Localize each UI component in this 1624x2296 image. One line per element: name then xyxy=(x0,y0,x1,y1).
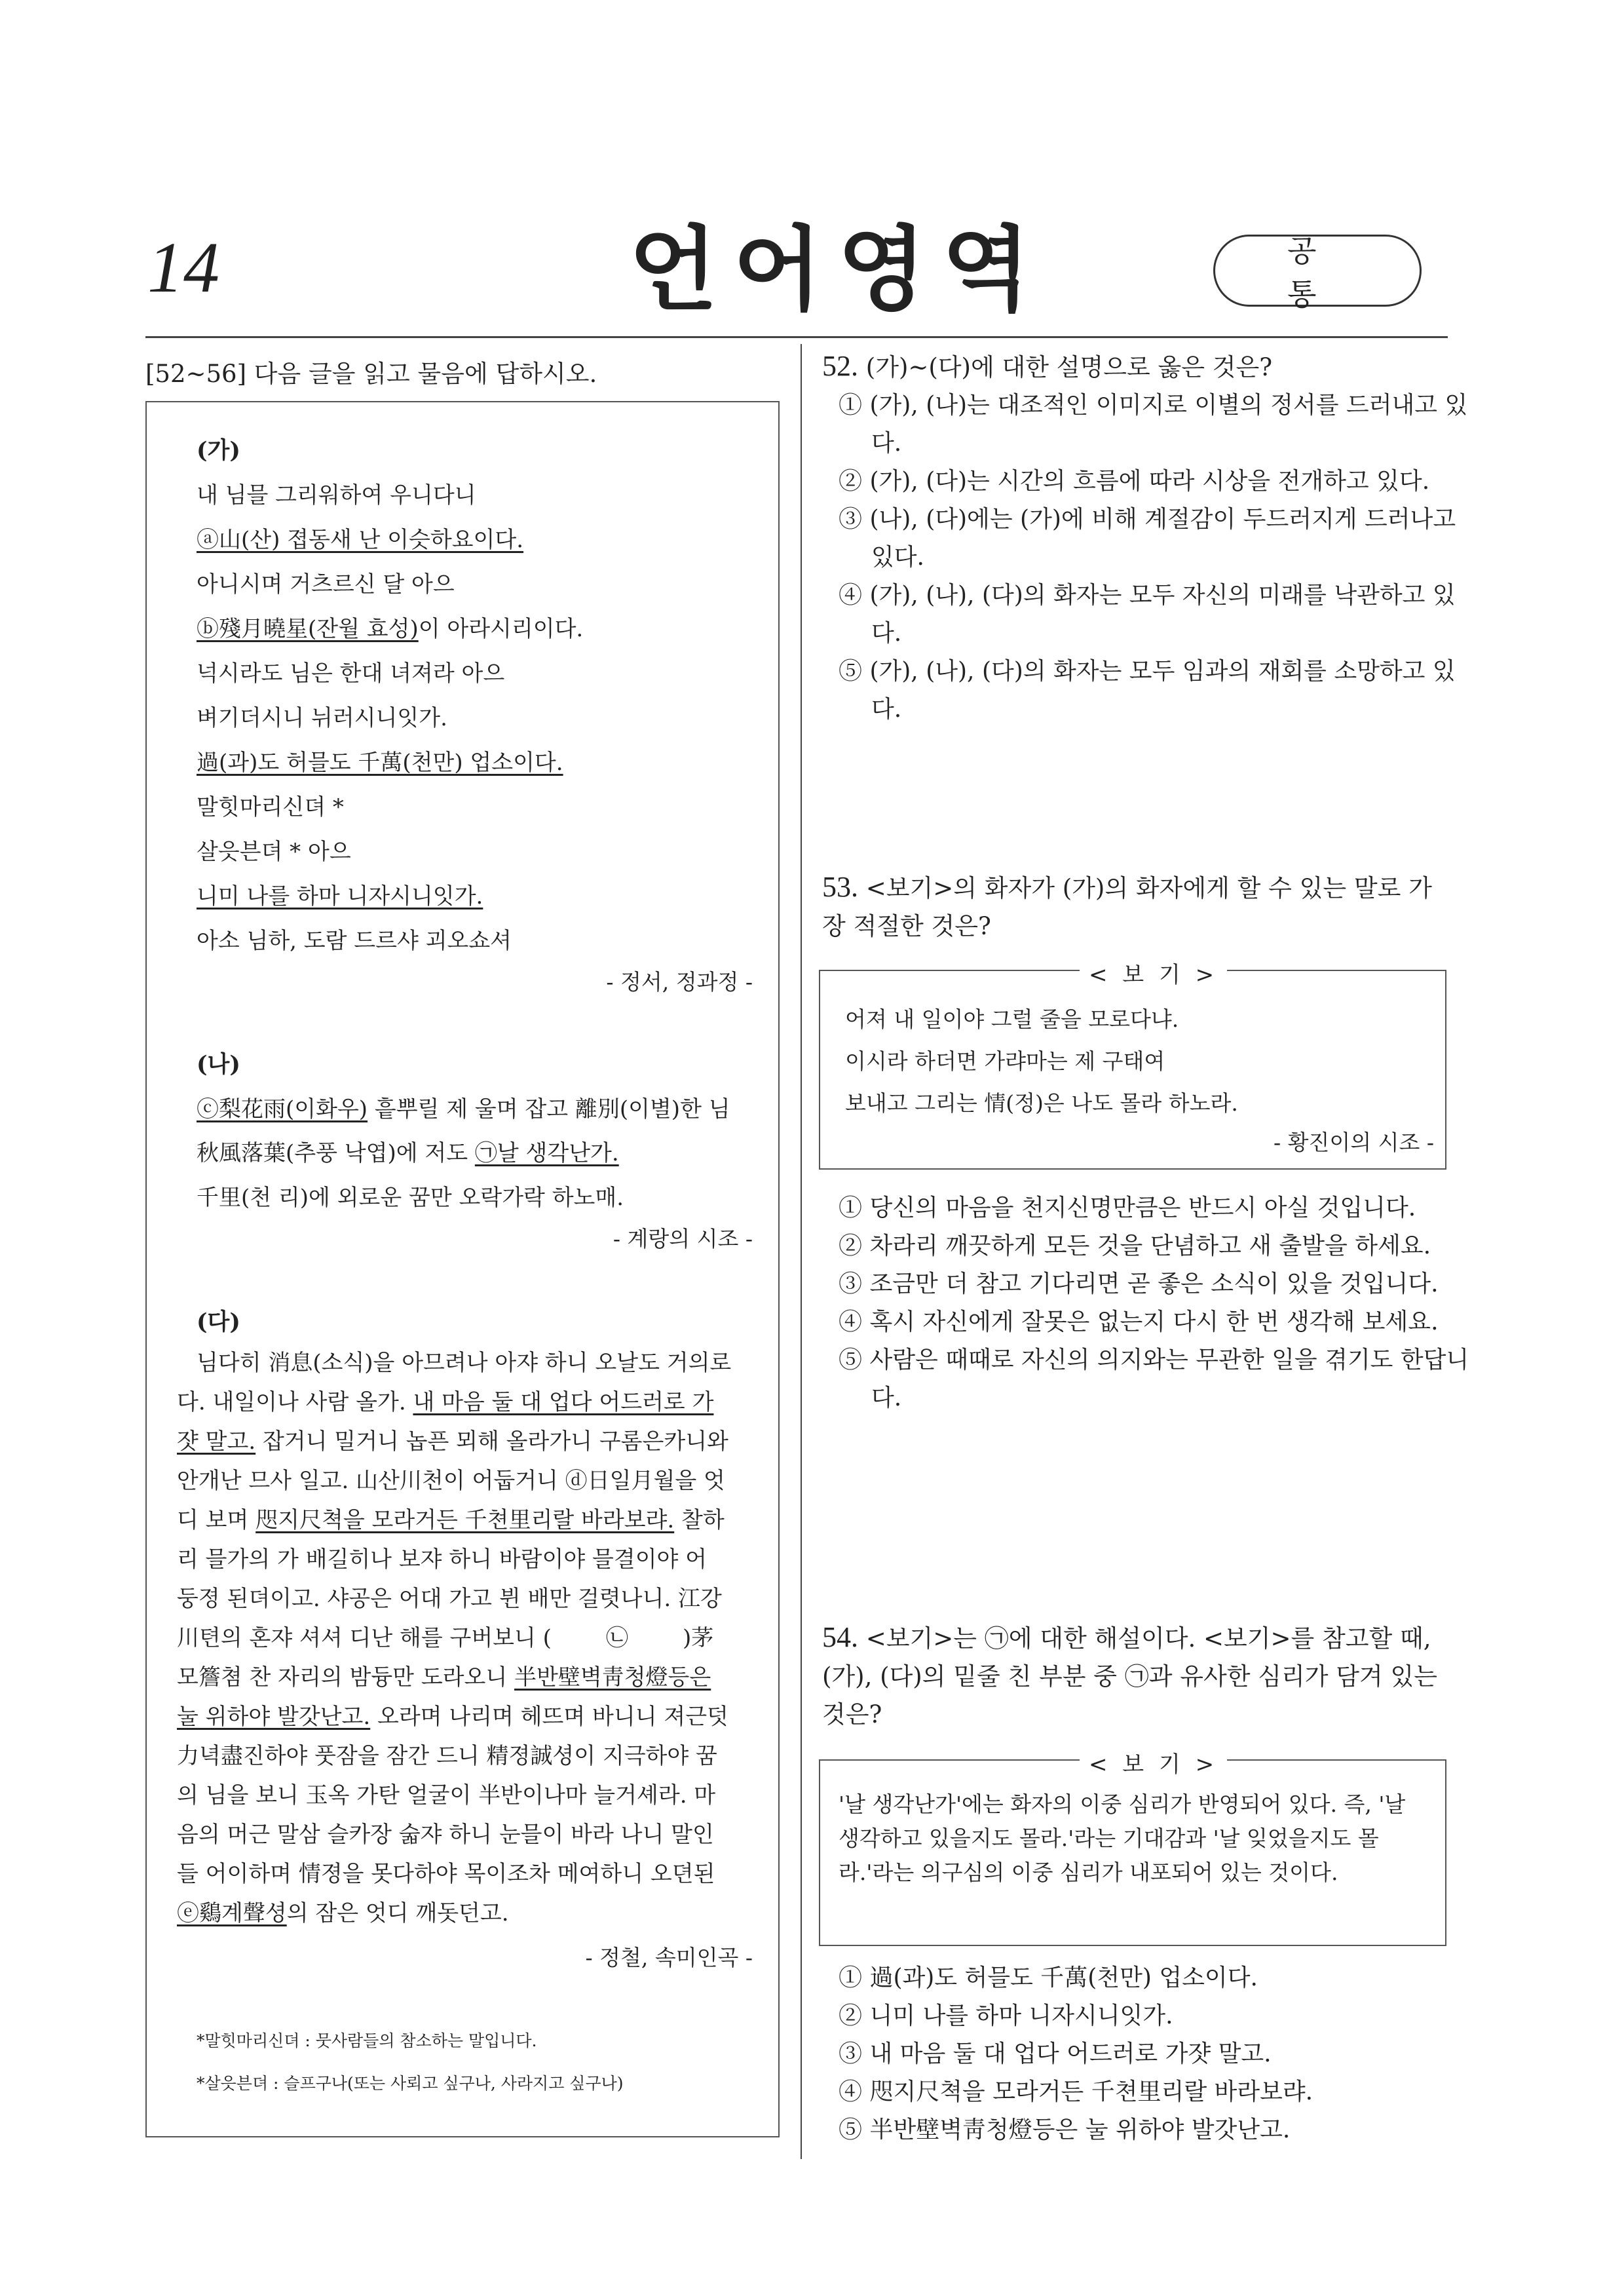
header-divider xyxy=(145,336,1448,338)
section-label-na: (나) xyxy=(197,1051,240,1078)
page-number: 14 xyxy=(147,227,219,307)
da-row-5-underlined: 咫지尺쳑을 모라거든 千쳔里리랄 바라보랴. xyxy=(255,1507,675,1533)
ga-line-10: 니미 나를 하마 니자시니잇가. xyxy=(197,883,483,909)
question-53-options xyxy=(839,1189,1471,1417)
ga-line-4-underlined: ⓑ殘月曉星(잔월 효성) xyxy=(197,616,419,642)
q52-option-4[interactable]: ④ (가), (나), (다)의 화자는 모두 자신의 미래를 낙관하고 있다. xyxy=(839,582,1456,647)
q54-bogi-text: '날 생각난가'에는 화자의 이중 심리가 반영되어 있다. 즉, '날 생각하고 있을지도 몰라.'라는 기대감과 '날 잊었을지도 몰라.'라는 의구심의 이중 심리가 내포되어 있는 것이다. xyxy=(839,1791,1406,1885)
da-row-15-underlined: ⓔ鷄계聲셩 xyxy=(177,1900,287,1926)
q53-bogi-source: - 황진이의 시조 - xyxy=(1273,1130,1434,1155)
ga-line-11: 아소 님하, 도람 드르샤 괴오쇼셔 xyxy=(197,928,512,954)
da-row-9-underlined: 半반壁벽靑청燈등은 xyxy=(514,1664,711,1691)
da-row-5-start: 디 보며 xyxy=(177,1507,256,1533)
q54-option-4[interactable]: ④ 咫지尺쳑을 모라거든 千쳔里리랄 바라보랴. xyxy=(839,2078,1313,2105)
da-row-15 xyxy=(177,1895,509,1927)
da-row-8-end: )茅 xyxy=(682,1625,714,1651)
q54-bogi-title: < 보 기 > xyxy=(1080,1746,1227,1778)
ga-line-2: ⓐ山(산) 졉동새 난 이슷하요이다. xyxy=(197,527,524,553)
da-row-14: 들 어이하며 情졍을 못다하야 목이조차 메여하니 오뎐된 xyxy=(177,1861,715,1887)
question-53-stem: <보기>의 화자가 (가)의 화자에게 할 수 있는 말로 가장 적절한 것은? xyxy=(822,874,1432,940)
q52-option-1[interactable]: ① (가), (나)는 대조적인 이미지로 이별의 정서를 드러내고 있다. xyxy=(839,392,1468,457)
da-row-10-underlined: 눌 위하야 발갓난고. xyxy=(177,1704,371,1730)
na-line-1-underlined: ⓒ梨花雨(이화우) xyxy=(197,1096,368,1122)
na-source: - 계랑의 시조 - xyxy=(613,1226,753,1252)
ga-line-8: 말힛마리신뎌 * xyxy=(197,794,344,820)
da-row-7: 둥졍 된뎌이고. 샤공은 어대 가고 뷘 배만 걸렷나니. 江강 xyxy=(177,1586,722,1612)
da-row-2 xyxy=(177,1384,713,1416)
q53-option-3[interactable]: ③ 조금만 더 참고 기다리면 곧 좋은 소식이 있을 것입니다. xyxy=(839,1271,1439,1297)
section-label-ga: (가) xyxy=(197,437,240,464)
na-line-1 xyxy=(197,1091,730,1123)
q53-bogi-title: < 보 기 > xyxy=(1080,957,1227,989)
na-line-2-start: 秋風落葉(추풍 낙엽)에 저도 xyxy=(197,1140,475,1166)
q53-option-2[interactable]: ② 차라리 깨끗하게 모든 것을 단념하고 새 출발을 하세요. xyxy=(839,1233,1431,1259)
q53-option-5[interactable]: ⑤ 사람은 때때로 자신의 의지와는 무관한 일을 겪기도 한답니다. xyxy=(839,1347,1469,1411)
ga-line-6: 벼기더시니 뉘러시니잇가. xyxy=(197,705,447,731)
ga-line-4-rest: 이 아라시리이다. xyxy=(418,616,584,642)
ga-line-5: 넉시라도 님은 한대 녀져라 아으 xyxy=(197,660,505,687)
da-row-6: 리 믈가의 가 배길히나 보쟈 하니 바람이야 믈결이야 어 xyxy=(177,1546,708,1573)
q52-option-3[interactable]: ③ (나), (다)에는 (가)에 비해 계절감이 두드러지게 드러나고 있다. xyxy=(839,506,1456,571)
da-row-9 xyxy=(177,1659,711,1691)
q53-bogi-line-3: 보내고 그리는 情(정)은 나도 몰라 하노라. xyxy=(845,1090,1238,1116)
ga-line-4 xyxy=(197,611,583,643)
da-row-12: 의 님을 보니 玉옥 가탄 얼굴이 半반이나마 늘거셰라. 마 xyxy=(177,1782,716,1808)
question-53-number: 53. xyxy=(822,871,858,903)
da-row-10 xyxy=(177,1698,728,1731)
da-row-10-rest: 오라며 나리며 헤뜨며 바니니 져근덧 xyxy=(370,1704,728,1730)
na-line-3: 千里(천 리)에 외로운 꿈만 오락가락 하노매. xyxy=(197,1185,624,1211)
question-52-stem: (가)~(다)에 대한 설명으로 옳은 것은? xyxy=(865,353,1273,381)
q54-option-2[interactable]: ② 니미 나를 하마 니자시니잇가. xyxy=(839,2002,1173,2029)
da-row-4: 안개난 므사 일고. 山산川천이 어둡거니 ⓓ日일月월을 엇 xyxy=(177,1468,725,1494)
column-divider xyxy=(801,344,802,2159)
q52-option-5[interactable]: ⑤ (가), (나), (다)의 화자는 모두 임과의 재회를 소망하고 있다. xyxy=(839,658,1456,723)
q54-option-5[interactable]: ⑤ 半반壁벽靑청燈등은 눌 위하야 발갓난고. xyxy=(839,2116,1291,2143)
badge-label: 공 통 xyxy=(1287,233,1389,312)
q53-bogi-line-2: 이시라 하더면 가랴마는 제 구태여 xyxy=(845,1048,1165,1074)
da-blank-marker: ㉡ xyxy=(605,1625,628,1651)
da-row-8-start: 川텬의 혼쟈 셔셔 디난 해를 구버보니 ( xyxy=(177,1625,552,1651)
page-title: 언어영역 xyxy=(629,216,1046,324)
q54-option-1[interactable]: ① 過(과)도 허믈도 千萬(천만) 업소이다. xyxy=(839,1964,1258,1991)
da-row-5 xyxy=(177,1502,725,1534)
da-row-9-start: 모簷쳠 찬 자리의 밤듕만 도라오니 xyxy=(177,1664,515,1691)
q52-option-2[interactable]: ② (가), (다)는 시간의 흐름에 따라 시상을 전개하고 있다. xyxy=(839,468,1430,495)
ga-line-7: 過(과)도 허믈도 千萬(천만) 업소이다. xyxy=(197,750,563,776)
subject-badge xyxy=(1213,233,1422,312)
da-row-3-underlined: 쟛 말고. xyxy=(177,1428,256,1455)
question-53 xyxy=(822,868,1451,946)
da-row-13: 음의 머근 말삼 슬카장 숣쟈 하니 눈믈이 바라 나니 말인 xyxy=(177,1822,714,1848)
da-row-1: 님다히 消息(소식)을 아므려나 아쟈 하니 오날도 거의로 xyxy=(197,1350,732,1376)
da-row-15-rest: 의 잠은 엇디 깨돗던고. xyxy=(286,1900,509,1926)
ga-source: - 정서, 정과정 - xyxy=(606,969,753,995)
da-row-8 xyxy=(177,1620,713,1652)
q53-bogi-line-1: 어져 내 일이야 그럴 줄을 모로다냐. xyxy=(845,1006,1179,1032)
na-line-1-rest: 흩뿌릴 제 울며 잡고 離別(이별)한 님 xyxy=(368,1096,730,1122)
ga-line-9: 살읏븐뎌 * 아으 xyxy=(197,839,351,865)
question-52-options xyxy=(839,387,1471,729)
q53-option-1[interactable]: ① 당신의 마음을 천지신명만큼은 반드시 아실 것입니다. xyxy=(839,1195,1416,1221)
ga-line-1: 내 님믈 그리워하여 우니다니 xyxy=(197,482,476,508)
da-row-11: 力녁盡진하야 풋잠을 잠간 드니 精졍誠셩이 지극하야 꿈 xyxy=(177,1743,717,1769)
na-line-2-underlined: ㉠날 생각난가. xyxy=(474,1140,619,1166)
question-54-number: 54. xyxy=(822,1621,858,1653)
da-row-3-rest: 잡거니 밀거니 놉픈 뫼해 올라가니 구롬은카니와 xyxy=(255,1428,728,1455)
question-54-options xyxy=(839,1959,1471,2149)
instruction: [52~56] 다음 글을 읽고 물음에 답하시오. xyxy=(145,360,597,388)
da-source: - 정철, 속미인곡 - xyxy=(585,1945,753,1970)
da-row-3 xyxy=(177,1423,728,1455)
footnote-2: *살읏븐뎌 : 슬프구나(또는 사뢰고 싶구나, 사라지고 싶구나) xyxy=(197,2074,624,2093)
section-label-da: (다) xyxy=(197,1309,240,1335)
question-52-number: 52. xyxy=(822,350,858,382)
na-line-2 xyxy=(197,1135,619,1167)
question-54-stem: <보기>는 ㉠에 대한 해설이다. <보기>를 참고할 때, (가), (다)의 밑줄 친 부분 중 ㉠과 유사한 심리가 담겨 있는 것은? xyxy=(822,1624,1437,1729)
ga-line-3: 아니시며 거츠르신 달 아으 xyxy=(197,571,455,598)
q53-option-4[interactable]: ④ 혹시 자신에게 잘못은 없는지 다시 한 번 생각해 보세요. xyxy=(839,1309,1439,1335)
question-54 xyxy=(822,1618,1451,1734)
footnote-1: *말힛마리신뎌 : 뭇사람들의 참소하는 말입니다. xyxy=(197,2031,537,2050)
question-52 xyxy=(822,347,1464,387)
da-row-5-end: 찰하 xyxy=(674,1507,725,1533)
da-row-2-underlined: 내 마음 둘 대 업다 어드러로 가 xyxy=(413,1389,714,1415)
da-row-2-start: 다. 내일이나 사람 올가. xyxy=(177,1389,413,1415)
q54-option-3[interactable]: ③ 내 마음 둘 대 업다 어드러로 가쟛 말고. xyxy=(839,2040,1272,2067)
